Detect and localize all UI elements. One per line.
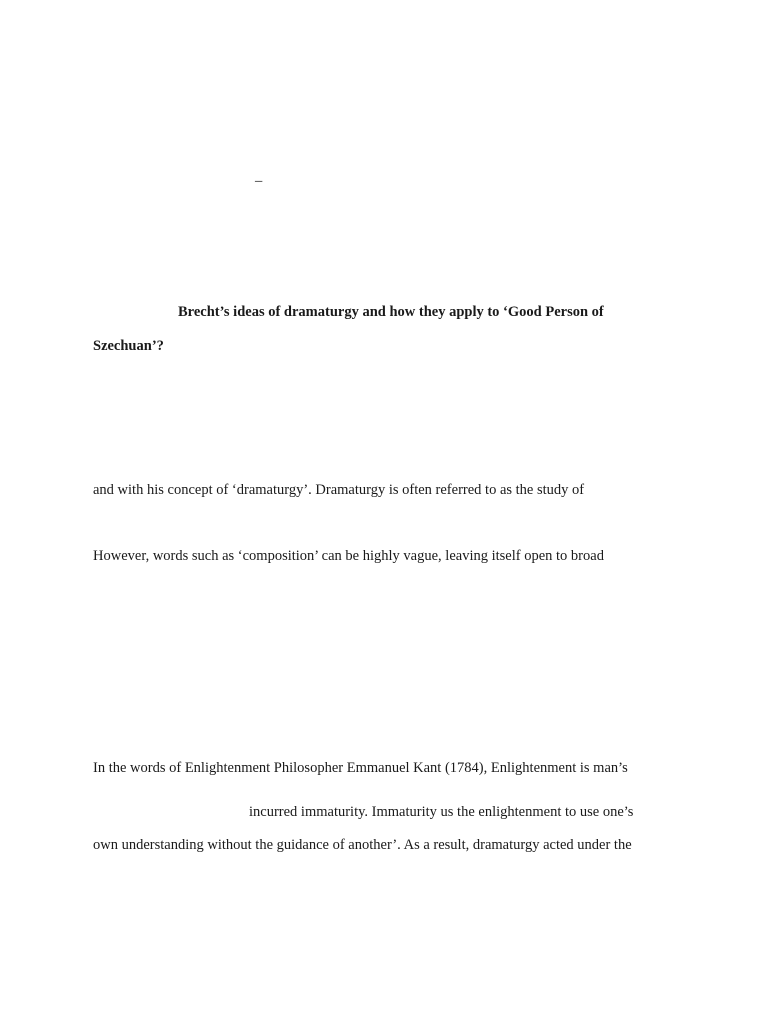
dash-mark: – <box>255 173 263 189</box>
body-line: own understanding without the guidance of another’. As a result, dramaturgy acted under the <box>93 837 632 853</box>
document-title-line-2: Szechuan’? <box>93 338 164 354</box>
body-line: and with his concept of ‘dramaturgy’. Dramaturgy is often referred to as the study of <box>93 482 585 498</box>
document-title-line-1: Brecht’s ideas of dramaturgy and how they apply to ‘Good Person of <box>178 304 604 320</box>
body-line: In the words of Enlightenment Philosopher Emmanuel Kant (1784), Enlightenment is man’s <box>93 760 628 776</box>
body-line: incurred immaturity. Immaturity us the enlightenment to use one’s <box>249 804 634 820</box>
body-line: However, words such as ‘composition’ can be highly vague, leaving itself open to broad <box>93 548 604 564</box>
